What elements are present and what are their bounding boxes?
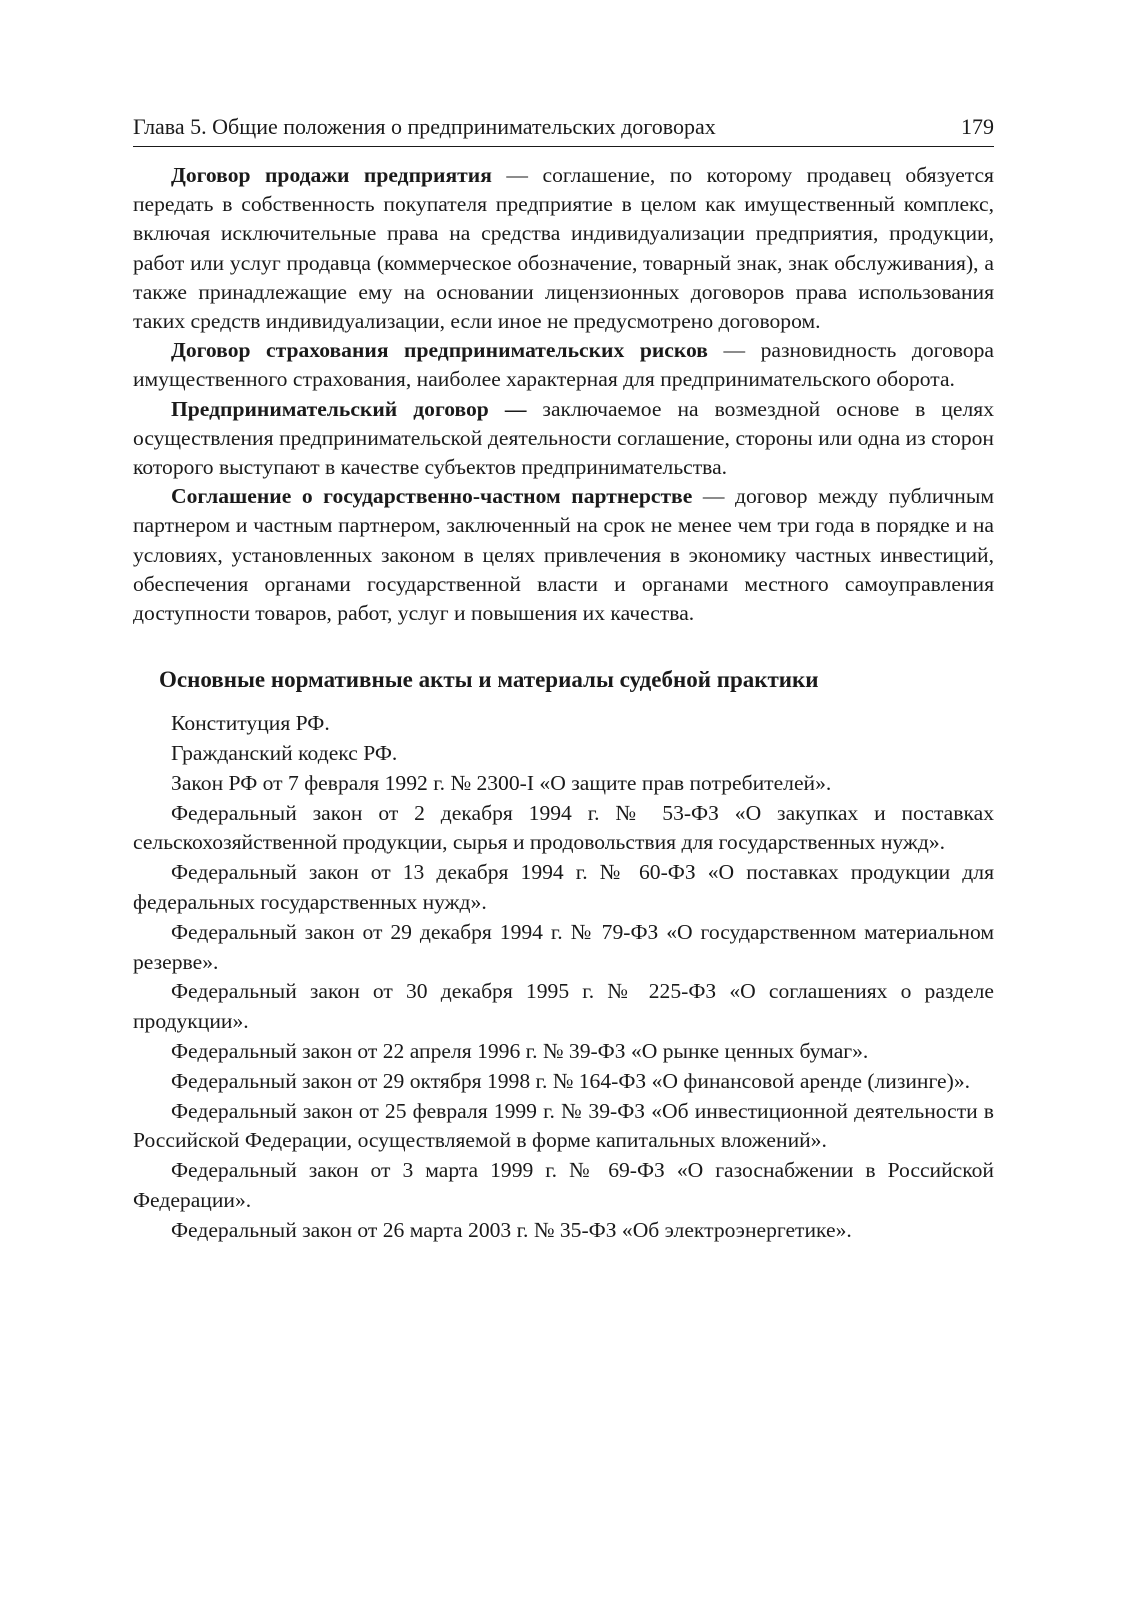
reference-item: Федеральный закон от 13 декабря 1994 г. № 60-ФЗ «О поставках продукции для федеральных государственных нужд».: [133, 860, 994, 915]
definition-term: Договор страхования предпринимательских рисков: [171, 338, 708, 363]
definition-text: — разновидность договора имущественного страхования, наиболее характерная для предпринимательского оборота.: [133, 338, 994, 392]
definition-paragraph: [133, 395, 994, 483]
reference-item: Федеральный закон от 30 декабря 1995 г. № 225-ФЗ «О соглашениях о разделе продукции».: [133, 979, 994, 1034]
reference-item: Федеральный закон от 3 марта 1999 г. № 69-ФЗ «О газоснабжении в Российской Федерации».: [133, 1158, 994, 1212]
definition-text: заключаемое на возмездной основе в целях осуществления предпринимательской деятельности соглашение, стороны или одна из сторон которого выступают в качестве субъектов предпринимательства.: [133, 396, 994, 480]
definition-paragraph: [133, 161, 994, 336]
definition-term: Предпринимательский договор —: [171, 396, 527, 421]
reference-item: Конституция РФ.: [171, 711, 330, 736]
page-number: 179: [961, 114, 994, 139]
definition-paragraph: [133, 482, 994, 628]
reference-item: Федеральный закон от 29 декабря 1994 г. № 79-ФЗ «О государственном материальном резерве».: [133, 919, 994, 974]
section-heading: Основные нормативные акты и материалы судебной практики: [159, 667, 819, 693]
chapter-title: Глава 5. Общие положения о предпринимательских договорах: [133, 114, 716, 139]
definition-paragraph: [133, 336, 994, 394]
definition-term: Договор продажи предприятия: [171, 163, 492, 187]
reference-item: Федеральный закон от 25 февраля 1999 г. № 39-ФЗ «Об инвестиционной деятельности в Российской Федерации, осуществляемой в форме капитальных вложений».: [133, 1098, 994, 1153]
reference-item: Федеральный закон от 29 октября 1998 г. № 164-ФЗ «О финансовой аренде (лизинге)».: [171, 1068, 971, 1093]
definition-text: — договор между публичным партнером и частным партнером, заключенный на срок не менее чем три года в порядке и на условиях, установленных законом в целях привлечения в экономику частных инвестиций, обеспечения органами государственной власти и органами местного самоуправления доступности товаров, работ, услуг и повышения их качества.: [133, 484, 995, 626]
book-page: [133, 112, 994, 1246]
reference-item: Федеральный закон от 26 марта 2003 г. № 35-ФЗ «Об электроэнергетике».: [171, 1217, 852, 1242]
definition-term: Соглашение о государственно-частном партнерстве: [171, 484, 693, 509]
reference-item: Федеральный закон от 2 декабря 1994 г. № 53-ФЗ «О закупках и поставках сельскохозяйственной продукции, сырья и продовольствия для государственных нужд».: [133, 800, 994, 855]
definition-text: — соглашение, по которому продавец обязуется передать в собственность покупателя предприятие в целом как имущественный комплекс, включая исключительные права на средства индивидуализации предприятия, продукции, работ или услуг продавца (коммерческое обозначение, товарный знак, знак обслуживания), а также принадлежащие ему на основании лицензионных договоров права использования таких средств индивидуализации, если иное не предусмотрено договором.: [133, 163, 994, 334]
reference-item: Закон РФ от 7 февраля 1992 г. № 2300-I «О защите прав потребителей».: [171, 770, 832, 795]
references-list: [133, 709, 994, 1245]
definitions-section: [133, 161, 994, 628]
reference-item: Гражданский кодекс РФ.: [171, 741, 398, 766]
running-header: [133, 112, 994, 147]
reference-item: Федеральный закон от 22 апреля 1996 г. № 39-ФЗ «О рынке ценных бумаг».: [171, 1039, 869, 1064]
